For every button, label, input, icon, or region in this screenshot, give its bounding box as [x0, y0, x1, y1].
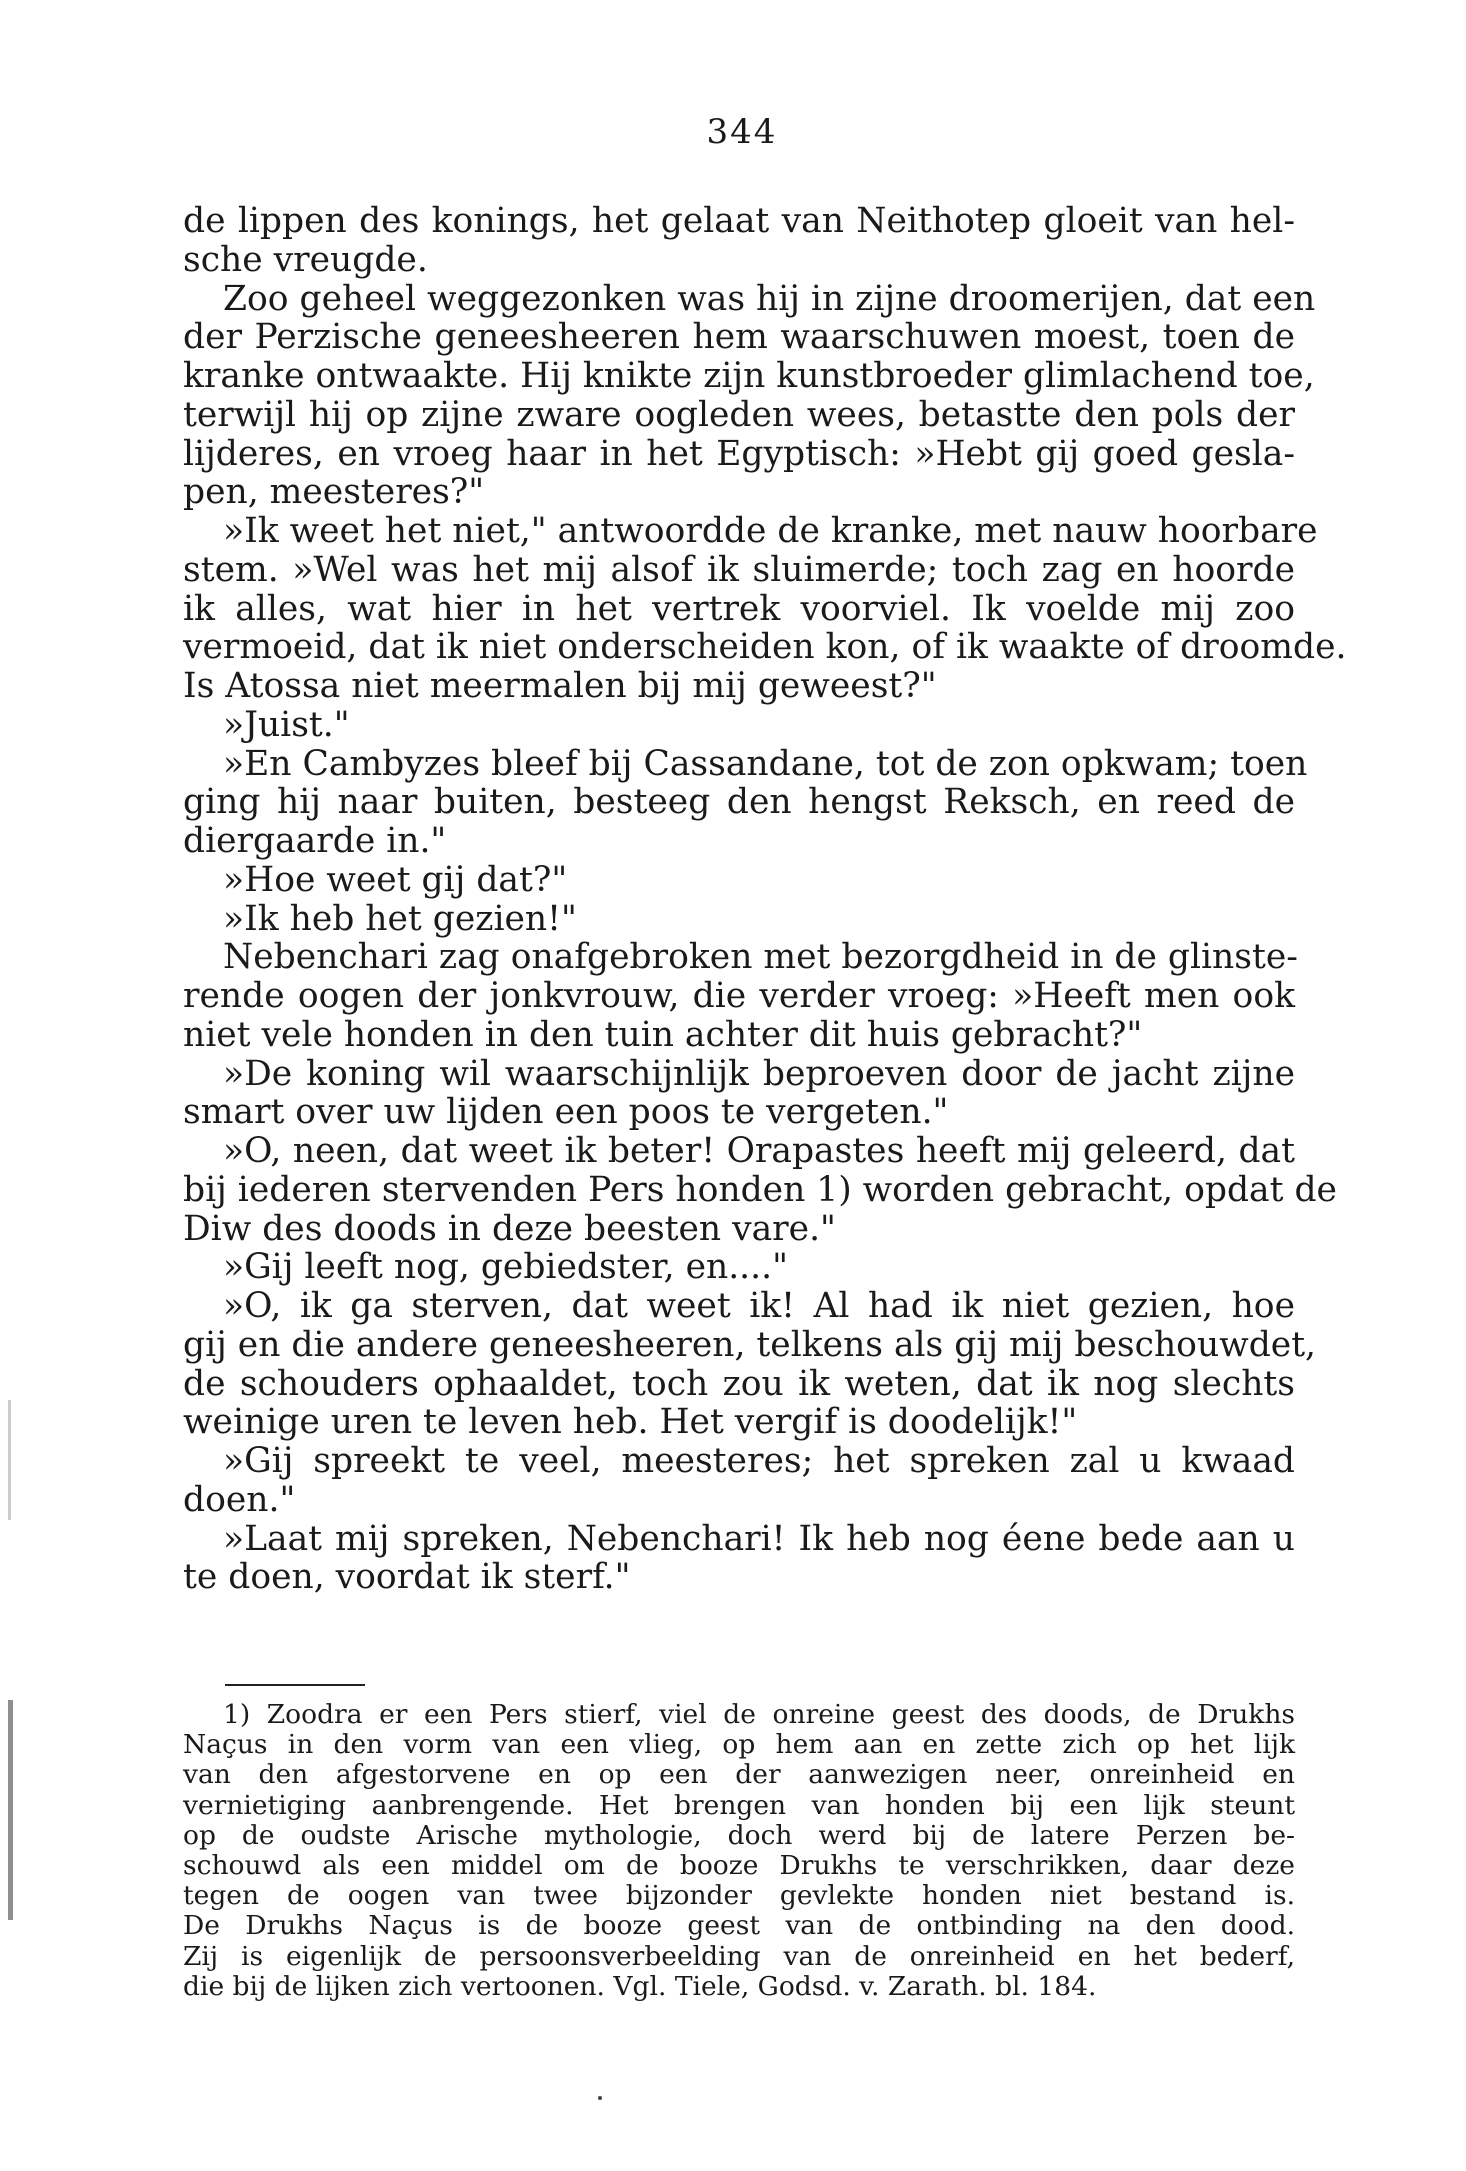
text-line: Diw des doods in deze beesten vare." — [183, 1208, 836, 1249]
body-text — [183, 201, 1347, 1598]
text-line: der Perzische geneesheeren hem waarschuwen moest, toen de — [183, 317, 1295, 358]
text-line: kranke ontwaakte. Hij knikte zijn kunstbroeder glimlachend toe, — [183, 356, 1315, 396]
footnote-line: vernietiging aanbrengende. Het brengen van honden bij een lijk steunt — [183, 1789, 1295, 1821]
scan-speck — [598, 2096, 602, 2100]
text-line: pen, meesteres?" — [183, 472, 485, 513]
text-line: niet vele honden in den tuin achter dit huis gebracht?" — [183, 1014, 1143, 1055]
footnote-line: tegen de oogen van twee bijzonder gevlekte honden niet bestand is. — [183, 1880, 1295, 1912]
footnote-line: op de oudste Arische mythologie, doch werd bij de latere Perzen be- — [183, 1819, 1295, 1851]
text-line: »Gij spreekt te veel, meesteres; het spreken zal u kwaad — [223, 1441, 1295, 1481]
text-line: ik alles, wat hier in het vertrek voorviel. Ik voelde mij zoo — [183, 588, 1295, 629]
text-line: »Laat mij spreken, Nebenchari! Ik heb nog éene bede aan u — [223, 1518, 1295, 1559]
text-line: »De koning wil waarschijnlijk beproeven door de jacht zijne — [223, 1053, 1295, 1094]
text-line: stem. »Wel was het mij alsof ik sluimerde; toch zag en hoorde — [183, 549, 1295, 590]
text-line: »O, neen, dat weet ik beter! Orapastes heeft mij geleerd, dat — [223, 1131, 1295, 1171]
text-line: »Juist." — [223, 704, 350, 745]
text-line: doen." — [183, 1479, 296, 1520]
text-line: terwijl hij op zijne zware oogleden wees, betastte den pols der — [183, 394, 1295, 435]
text-line: weinige uren te leven heb. Het vergif is doodelijk!" — [183, 1402, 1078, 1443]
text-line: ging hij naar buiten, besteeg den hengst Reksch, en reed de — [183, 782, 1295, 823]
text-line: Zoo geheel weggezonken was hij in zijne droomerijen, dat een — [223, 278, 1316, 319]
footnote-line: Naçus in den vorm van een vlieg, op hem aan en zette zich op het lijk — [183, 1729, 1295, 1761]
text-line: Nebenchari zag onafgebroken met bezorgdheid in de glinste- — [223, 937, 1298, 978]
page-number: 344 — [706, 112, 778, 152]
text-line: gij en die andere geneesheeren, telkens als gij mij beschouwdet, — [183, 1324, 1317, 1365]
text-line: »Ik heb het gezien!" — [223, 898, 577, 939]
text-line: smart over uw lijden een poos te vergeten." — [183, 1092, 949, 1133]
text-line: »Hoe weet gij dat?" — [223, 859, 568, 900]
text-line: rende oogen der jonkvrouw, die verder vroeg: »Heeft men ook — [183, 976, 1295, 1016]
footnote-line: die bij de lijken zich vertoonen. Vgl. Tiele, Godsd. v. Zarath. bl. 184. — [183, 1970, 1097, 2002]
text-line: bij iederen stervenden Pers honden 1) worden gebracht, opdat de — [183, 1169, 1337, 1210]
text-line: »Ik weet het niet," antwoordde de kranke, met nauw hoorbare — [223, 511, 1318, 551]
footnote-line: Zij is eigenlijk de persoonsverbeelding van de onreinheid en het bederf, — [183, 1940, 1295, 1972]
text-line: de schouders ophaaldet, toch zou ik weten, dat ik nog slechts — [183, 1363, 1295, 1404]
footnote-line: van den afgestorvene en op een der aanwezigen neer, onreinheid en — [183, 1759, 1295, 1791]
text-line: »O, ik ga sterven, dat weet ik! Al had ik niet gezien, hoe — [223, 1286, 1295, 1326]
binding-edge-mark — [8, 1700, 13, 1920]
text-line: sche vreugde. — [183, 239, 428, 280]
footnote-line: 1) Zoodra er een Pers stierf, viel de onreine geest des doods, de Drukhs — [223, 1699, 1295, 1730]
text-line: lijderes, en vroeg haar in het Egyptisch: »Hebt gij goed gesla- — [183, 433, 1295, 474]
text-line: diergaarde in." — [183, 821, 447, 861]
footnotes — [183, 1700, 1295, 2002]
text-line: te doen, voordat ik sterf." — [183, 1557, 631, 1598]
text-line: »Gij leeft nog, gebiedster, en...." — [223, 1247, 788, 1288]
text-line: »En Cambyzes bleef bij Cassandane, tot de zon opkwam; toen — [223, 743, 1308, 784]
text-line: Is Atossa niet meermalen bij mij geweest?" — [183, 666, 937, 706]
footnote-line: schouwd als een middel om de booze Drukhs te verschrikken, daar deze — [183, 1849, 1295, 1881]
binding-edge-mark — [8, 1400, 11, 1520]
text-line: vermoeid, dat ik niet onderscheiden kon, of ik waakte of droomde. — [183, 627, 1347, 668]
footnote-line: De Drukhs Naçus is de booze geest van de ontbinding na den dood. — [183, 1910, 1295, 1942]
text-line: de lippen des konings, het gelaat van Neithotep gloeit van hel- — [183, 201, 1295, 241]
footnote-rule — [225, 1684, 365, 1686]
